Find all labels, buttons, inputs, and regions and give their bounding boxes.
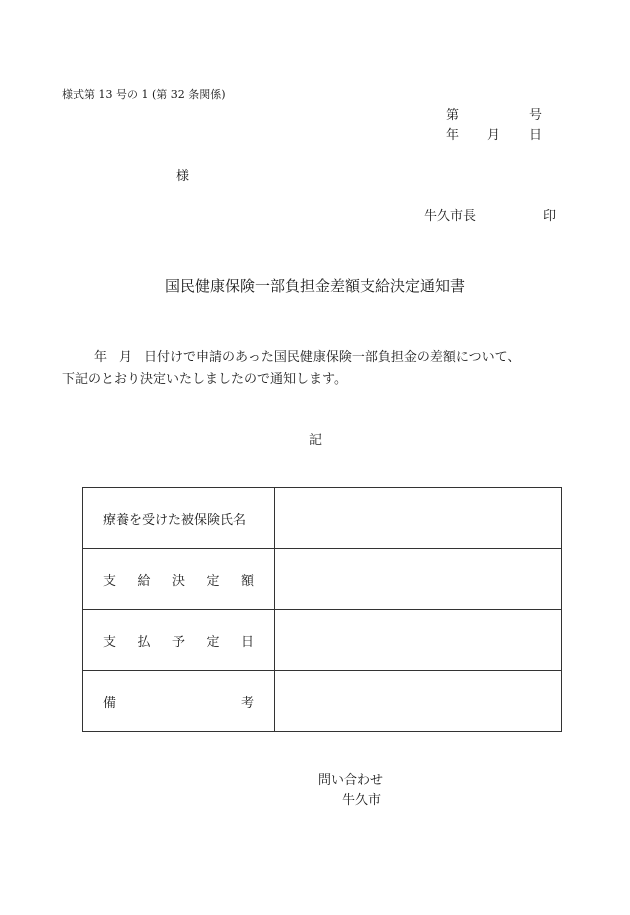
ki-heading: 記 — [309, 433, 323, 448]
value-insured-name — [275, 488, 562, 549]
table-row — [83, 671, 562, 732]
label-payment-date: 支 払 予 定 日 — [83, 610, 275, 671]
label-remarks: 備 考 — [83, 671, 275, 732]
addressee-honorific: 様 — [176, 169, 190, 184]
value-remarks — [275, 671, 562, 732]
date-day: 日 — [529, 128, 543, 143]
body-line-1-rest: 日付けで申請のあった国民健康保険一部負担金の差額について、 — [144, 350, 521, 365]
value-payment-date — [275, 610, 562, 671]
date-year: 年 — [446, 128, 460, 143]
body-text — [62, 347, 520, 391]
number-suffix: 号 — [529, 108, 543, 123]
document-title: 国民健康保険一部負担金差額支給決定通知書 — [164, 277, 465, 295]
body-year: 年 — [94, 350, 108, 365]
contact-label: 問い合わせ — [318, 773, 384, 788]
issuer: 牛久市長 — [424, 209, 477, 224]
value-payment-amount — [275, 549, 562, 610]
contact — [318, 771, 383, 811]
table-row — [83, 549, 562, 610]
label-payment-amount: 支 給 決 定 額 — [83, 549, 275, 610]
seal-mark: 印 — [543, 209, 557, 224]
body-month: 月 — [119, 350, 133, 365]
info-table — [82, 487, 562, 732]
table-row — [83, 610, 562, 671]
date-month: 月 — [487, 128, 501, 143]
body-line-2: 下記のとおり決定いたしましたので通知します。 — [62, 372, 347, 387]
form-code: 様式第 13 号の 1 (第 32 条関係) — [62, 88, 226, 101]
body-line-1 — [62, 347, 520, 369]
number-prefix: 第 — [446, 108, 460, 123]
label-insured-name: 療養を受けた被保険氏名 — [83, 488, 275, 549]
table-row — [83, 488, 562, 549]
contact-name: 牛久市 — [342, 793, 382, 808]
